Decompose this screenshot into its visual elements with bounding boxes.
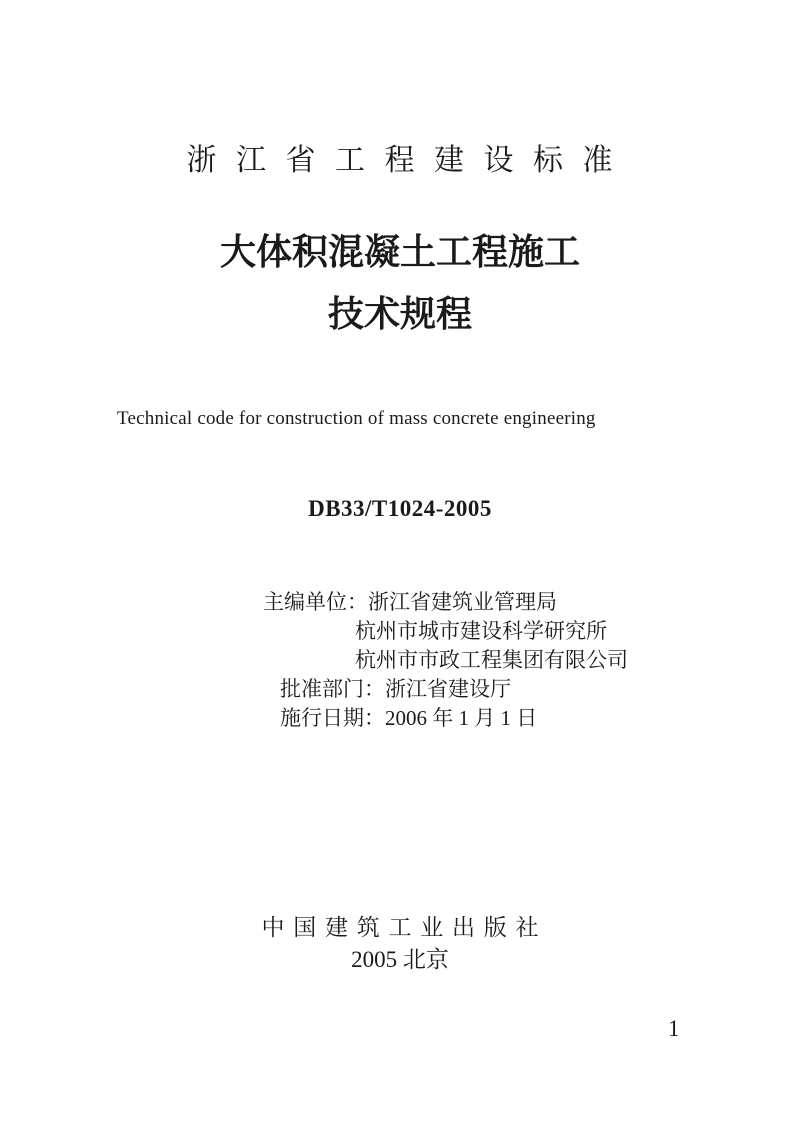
effective-date-value: 2006 年 1 月 1 日	[385, 706, 538, 730]
document-title-cn-line1: 大体积混凝土工程施工	[219, 232, 580, 272]
standard-type-heading: 浙 江 省 工 程 建 设 标 准	[186, 144, 614, 177]
effective-date-label: 施行日期：	[280, 706, 385, 730]
chief-editor-unit-3: 杭州市市政工程集团有限公司	[355, 648, 628, 672]
chief-editor-row	[263, 592, 557, 613]
publish-year-city: 2005 北京	[351, 947, 449, 972]
document-title-en: Technical code for construction of mass concrete engineering	[117, 408, 596, 429]
approval-department-row	[280, 679, 511, 700]
approval-department-label: 批准部门：	[280, 677, 385, 701]
effective-date-row	[280, 708, 537, 729]
approval-department-value: 浙江省建设厅	[385, 677, 511, 701]
standard-number: DB33/T1024-2005	[308, 496, 492, 521]
page-number: 1	[668, 1016, 680, 1041]
chief-editor-unit-1: 浙江省建筑业管理局	[368, 590, 557, 614]
publisher-name: 中 国 建 筑 工 业 出 版 社	[261, 915, 539, 940]
document-title-cn-line2: 技术规程	[327, 294, 472, 334]
chief-editor-unit-2: 杭州市城市建设科学研究所	[355, 619, 607, 643]
chief-editor-label: 主编单位：	[263, 590, 368, 614]
